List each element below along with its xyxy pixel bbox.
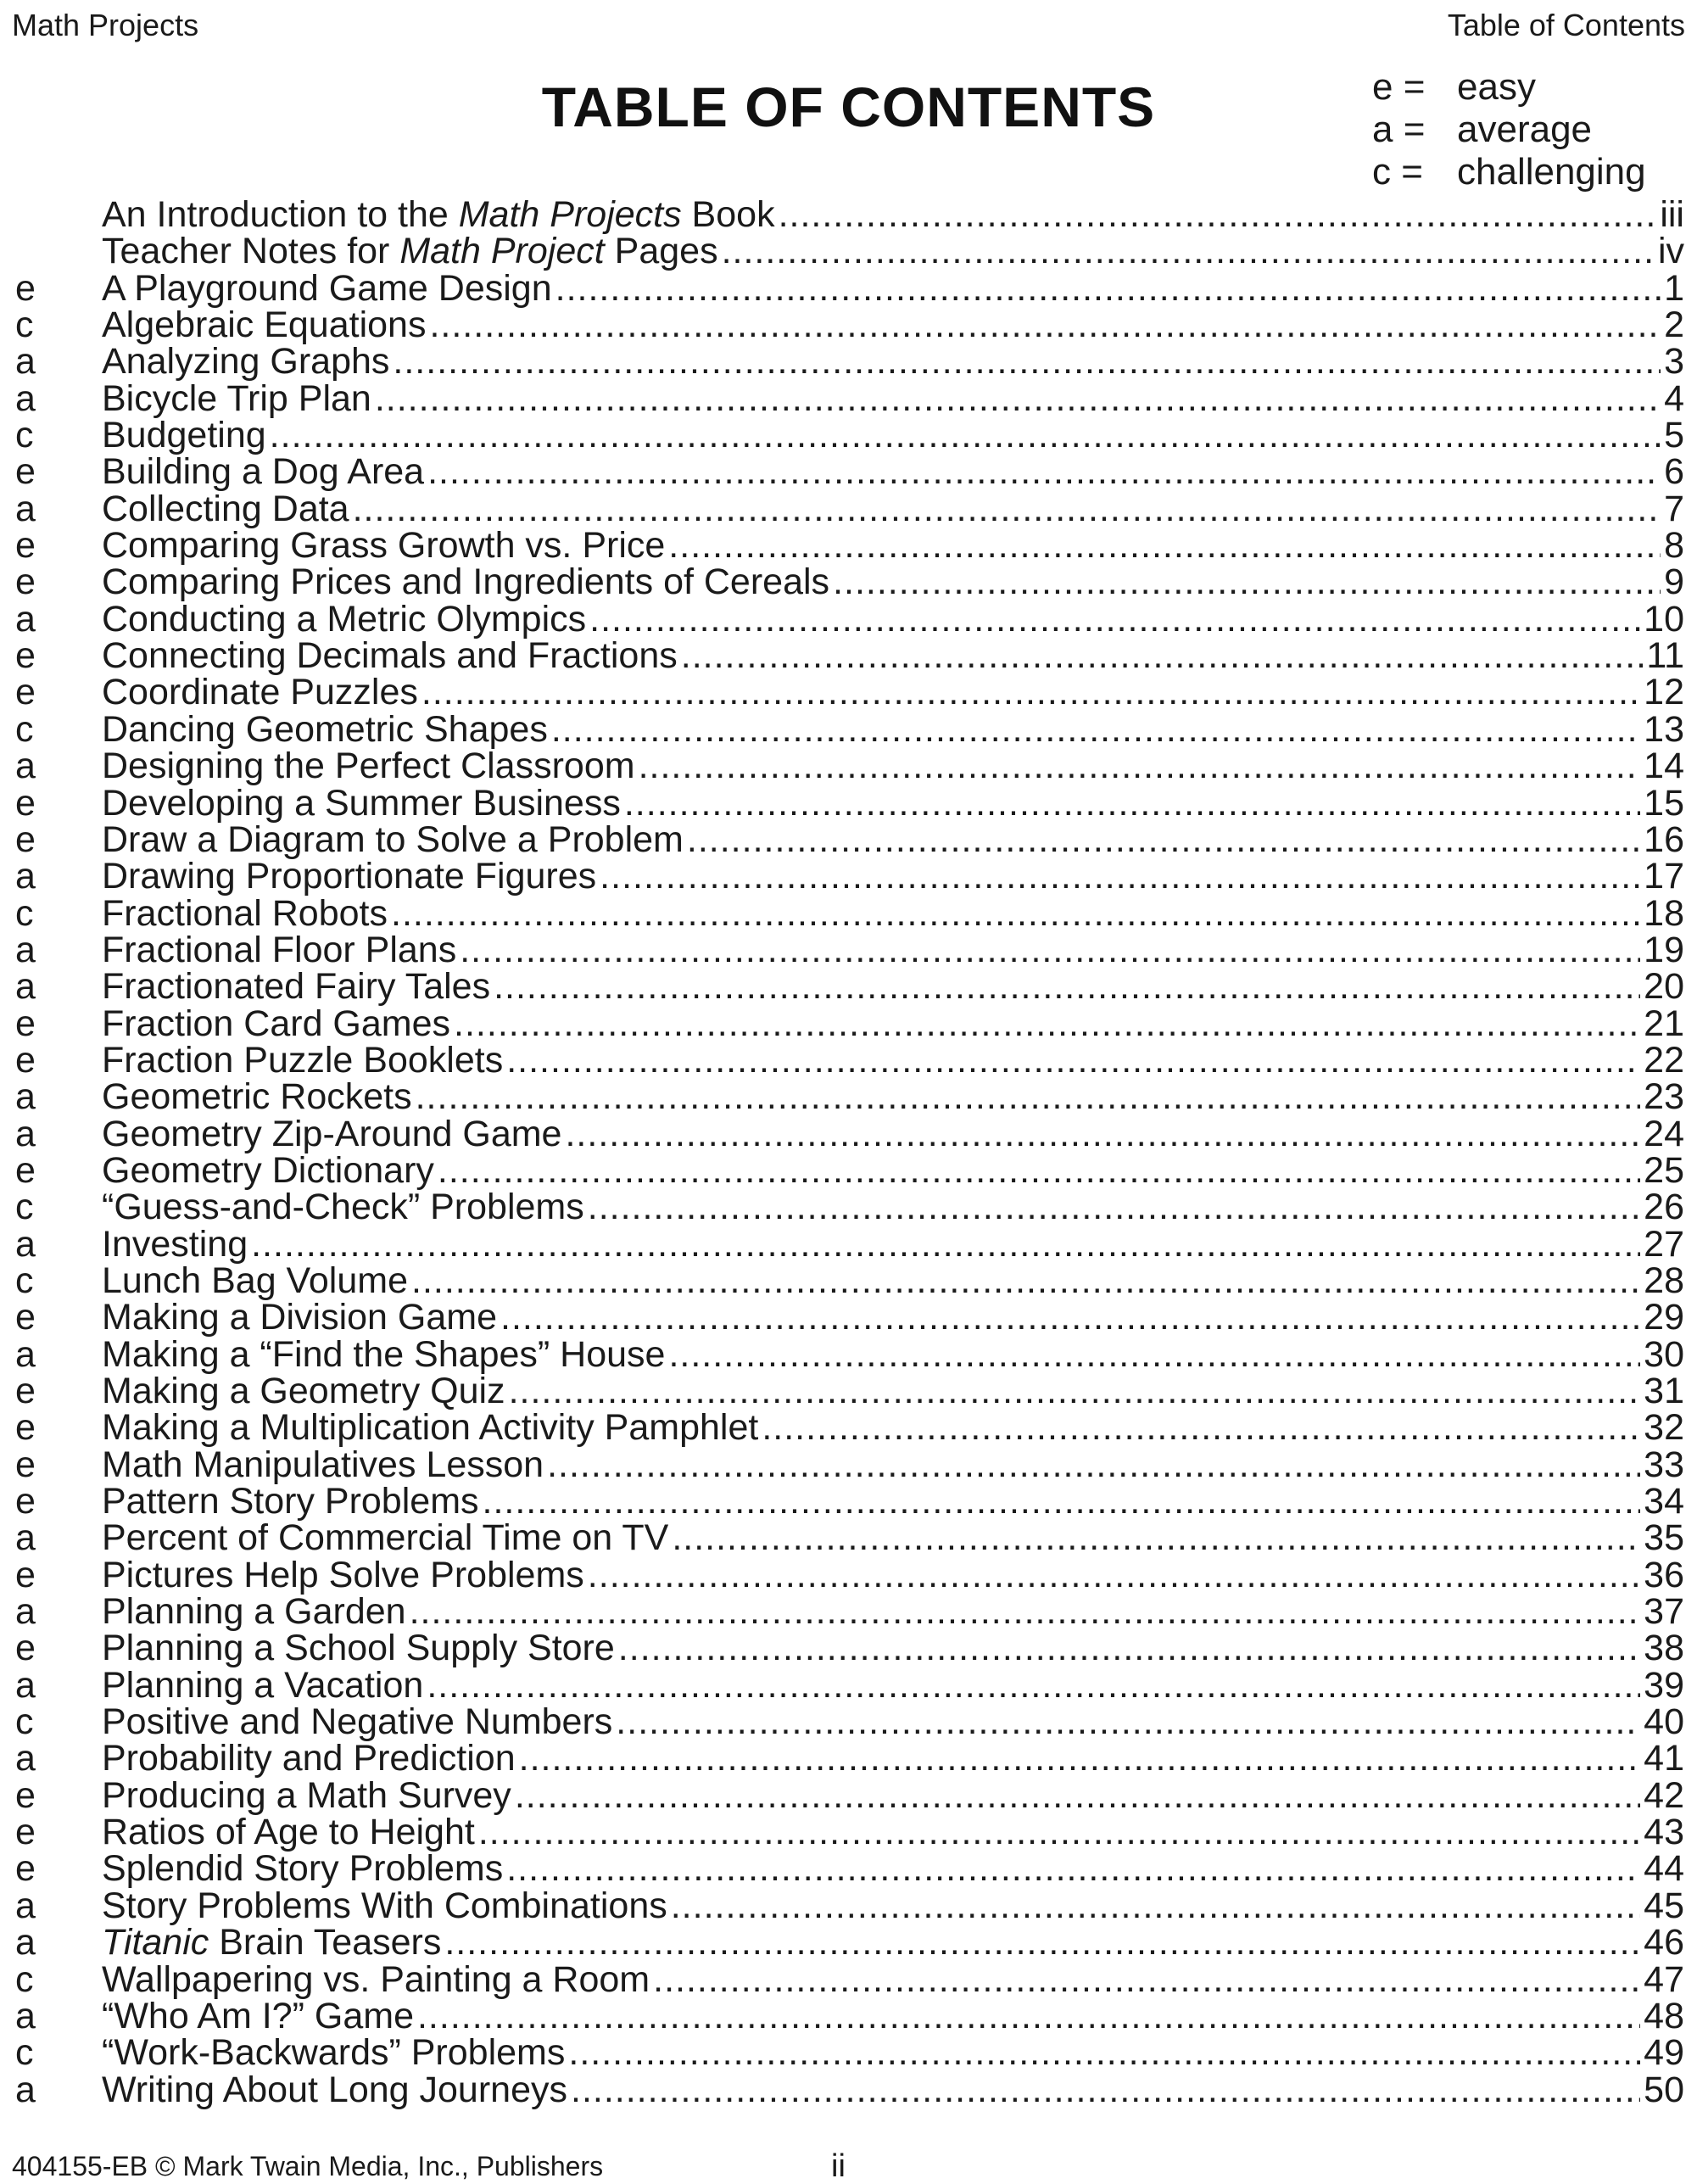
- toc-difficulty: a: [15, 966, 36, 1008]
- toc-entry: [12, 892, 1684, 934]
- toc-entry: [12, 1260, 1684, 1301]
- toc-page-number: 40: [1644, 1701, 1684, 1743]
- toc-entry: [12, 451, 1684, 493]
- dot-leader: [671, 1888, 1640, 1924]
- toc-difficulty: e: [15, 1407, 36, 1449]
- dot-leader: [568, 2035, 1640, 2071]
- toc-page-number: iv: [1657, 231, 1684, 272]
- dot-leader: [672, 1520, 1640, 1556]
- toc-page-number: 21: [1644, 1003, 1684, 1044]
- difficulty-legend: [1372, 66, 1646, 193]
- legend-label: challenging: [1457, 151, 1646, 193]
- toc-page-number: 41: [1644, 1738, 1684, 1779]
- toc-page-number: 30: [1644, 1333, 1684, 1375]
- dot-leader: [616, 1704, 1640, 1740]
- dot-leader: [762, 1410, 1640, 1446]
- toc-entry: [12, 1958, 1684, 2000]
- dot-leader: [411, 1263, 1640, 1299]
- toc-entry: [12, 1924, 1684, 1961]
- toc-difficulty: e: [15, 267, 36, 309]
- toc-difficulty: e: [15, 1628, 36, 1669]
- toc-entry: [12, 1299, 1684, 1336]
- toc-title: Geometric Rockets: [102, 1076, 412, 1118]
- toc-title: Fractionated Fairy Tales: [102, 966, 491, 1008]
- toc-page-number: 20: [1644, 966, 1684, 1008]
- toc-difficulty: a: [15, 1664, 36, 1706]
- toc-page-number: 38: [1644, 1628, 1684, 1669]
- toc-page-number: 14: [1644, 746, 1684, 787]
- dot-leader: [515, 1778, 1640, 1814]
- toc-page-number: 45: [1644, 1885, 1684, 1926]
- dot-leader: [494, 969, 1640, 1005]
- toc-page-number: 26: [1644, 1187, 1684, 1228]
- dot-leader: [270, 417, 1661, 454]
- toc-difficulty: a: [15, 929, 36, 970]
- toc-page-number: 48: [1644, 1995, 1684, 2036]
- toc-entry: [12, 929, 1684, 970]
- dot-leader: [509, 1373, 1641, 1410]
- toc-title: Teacher Notes for Math Project Pages: [102, 231, 718, 272]
- toc-title: Geometry Zip-Around Game: [102, 1113, 562, 1154]
- toc-entry: [12, 233, 1684, 270]
- toc-page-number: 31: [1644, 1371, 1684, 1411]
- toc-title: Geometry Dictionary: [102, 1149, 434, 1191]
- dot-leader: [519, 1740, 1641, 1777]
- toc-difficulty: e: [15, 1812, 36, 1853]
- toc-difficulty: e: [15, 1554, 36, 1595]
- toc-page-number: 42: [1644, 1774, 1684, 1816]
- dot-leader: [618, 1630, 1640, 1667]
- toc-entry: [12, 2069, 1684, 2110]
- toc-page-number: 22: [1644, 1039, 1684, 1081]
- toc-difficulty: a: [15, 1076, 36, 1118]
- dot-leader: [668, 528, 1661, 564]
- toc-page-number: 35: [1644, 1517, 1684, 1559]
- toc-title: Dancing Geometric Shapes: [102, 708, 548, 750]
- page-title: TABLE OF CONTENTS: [541, 75, 1156, 138]
- toc-entry: [12, 377, 1684, 419]
- toc-difficulty: e: [15, 818, 36, 860]
- toc-title: Making a Multiplication Activity Pamphlet: [102, 1407, 759, 1449]
- toc-title: Collecting Data: [102, 488, 349, 529]
- toc-difficulty: a: [15, 2069, 36, 2110]
- toc-difficulty: e: [15, 561, 36, 603]
- toc-entry: [12, 1189, 1684, 1226]
- dot-leader: [393, 344, 1661, 380]
- toc-title: Lunch Bag Volume: [102, 1260, 408, 1301]
- dot-leader: [551, 712, 1640, 748]
- toc-page-number: 11: [1646, 635, 1684, 677]
- toc-difficulty: a: [15, 377, 36, 419]
- toc-title: Ratios of Age to Height: [102, 1812, 475, 1853]
- dot-leader: [588, 1557, 1640, 1594]
- toc-title: Connecting Decimals and Fractions: [102, 635, 678, 677]
- toc-page-number: 29: [1644, 1297, 1684, 1338]
- legend-row: [1372, 66, 1646, 109]
- toc-entry: [12, 1774, 1684, 1816]
- toc-entry: [12, 1664, 1684, 1706]
- toc-page-number: 47: [1644, 1958, 1684, 2000]
- legend-key: e =: [1372, 66, 1426, 108]
- toc-title: Comparing Prices and Ingredients of Cereals: [102, 561, 830, 603]
- toc-difficulty: c: [15, 2032, 34, 2074]
- toc-page-number: 44: [1644, 1848, 1684, 1890]
- toc-page-number: 15: [1644, 782, 1684, 824]
- toc-entry: [12, 488, 1684, 529]
- footer-publisher: 404155-EB © Mark Twain Media, Inc., Publishers: [12, 2151, 604, 2181]
- toc-entry: [12, 1848, 1684, 1890]
- toc-page-number: iii: [1660, 194, 1684, 235]
- toc-page-number: 27: [1644, 1223, 1684, 1265]
- toc-title: Drawing Proportionate Figures: [102, 856, 597, 897]
- toc-title: Building a Dog Area: [102, 451, 425, 493]
- toc-page-number: 12: [1644, 672, 1684, 713]
- toc-entry: [12, 1333, 1684, 1375]
- dot-leader: [624, 785, 1640, 822]
- toc-difficulty: a: [15, 341, 36, 383]
- toc-entry: [12, 1701, 1684, 1743]
- toc-page-number: 8: [1664, 525, 1684, 567]
- dot-leader: [588, 1189, 1640, 1226]
- toc-page-number: 33: [1644, 1444, 1684, 1485]
- toc-entry: [12, 525, 1684, 567]
- toc-entry: [12, 1444, 1684, 1485]
- toc-entry: [12, 1149, 1684, 1191]
- toc-entry: [12, 304, 1684, 346]
- toc-page-number: 10: [1644, 598, 1684, 640]
- toc-difficulty: c: [15, 1187, 34, 1228]
- toc-title: A Playground Game Design: [102, 267, 552, 309]
- dot-leader: [416, 1079, 1641, 1115]
- toc-title: Making a “Find the Shapes” House: [102, 1333, 666, 1375]
- toc-title: An Introduction to the Math Projects Book: [102, 194, 775, 235]
- dot-leader: [506, 1851, 1640, 1887]
- toc-entry: [12, 748, 1684, 785]
- toc-entry: [12, 561, 1684, 603]
- toc-title: Planning a School Supply Store: [102, 1628, 615, 1669]
- toc-page-number: 43: [1644, 1812, 1684, 1853]
- toc-title: Pictures Help Solve Problems: [102, 1554, 584, 1595]
- toc-entry: [12, 818, 1684, 860]
- toc-page-number: 9: [1664, 561, 1684, 603]
- toc-title: Designing the Perfect Classroom: [102, 746, 635, 787]
- legend-key: a =: [1372, 109, 1426, 150]
- dot-leader: [639, 748, 1641, 785]
- toc-page-number: 1: [1664, 267, 1684, 309]
- toc-difficulty: a: [15, 488, 36, 529]
- toc-difficulty: e: [15, 1848, 36, 1890]
- dot-leader: [589, 601, 1640, 638]
- toc-title: Planning a Garden: [102, 1591, 406, 1633]
- toc-title: Developing a Summer Business: [102, 782, 621, 824]
- toc-difficulty: e: [15, 1774, 36, 1816]
- toc-entry: [12, 1113, 1684, 1154]
- toc-difficulty: e: [15, 1149, 36, 1191]
- dot-leader: [483, 1483, 1641, 1520]
- toc-entry: [12, 1483, 1684, 1520]
- toc-entry: [12, 1591, 1684, 1633]
- toc-page-number: 6: [1664, 451, 1684, 493]
- toc-title: Comparing Grass Growth vs. Price: [102, 525, 666, 567]
- toc-difficulty: c: [15, 892, 34, 934]
- toc-page-number: 32: [1644, 1407, 1684, 1449]
- toc-page-number: 37: [1644, 1591, 1684, 1633]
- toc-title: Planning a Vacation: [102, 1664, 424, 1706]
- toc-page-number: 16: [1644, 818, 1684, 860]
- toc-page-number: 23: [1644, 1076, 1684, 1118]
- dot-leader: [722, 233, 1655, 270]
- toc-title: Draw a Diagram to Solve a Problem: [102, 818, 684, 860]
- toc-entry: [12, 1517, 1684, 1559]
- dot-leader: [668, 1337, 1640, 1373]
- running-head-right: Table of Contents: [1447, 8, 1685, 42]
- toc-page-number: 18: [1644, 892, 1684, 934]
- toc-entry: [12, 782, 1684, 824]
- toc-difficulty: e: [15, 635, 36, 677]
- footer-page-number: ii: [831, 2148, 846, 2184]
- toc-difficulty: c: [15, 1701, 34, 1743]
- dot-leader: [555, 271, 1661, 307]
- toc-title: Pattern Story Problems: [102, 1481, 479, 1522]
- dot-leader: [391, 896, 1640, 932]
- dot-leader: [779, 197, 1657, 233]
- toc-title: Making a Division Game: [102, 1297, 498, 1338]
- toc-title: Probability and Prediction: [102, 1738, 516, 1779]
- dot-leader: [500, 1299, 1640, 1336]
- toc-title: Making a Geometry Quiz: [102, 1371, 505, 1411]
- dot-leader: [600, 858, 1640, 895]
- dot-leader: [353, 491, 1661, 528]
- toc-page-number: 24: [1644, 1113, 1684, 1154]
- toc-difficulty: c: [15, 415, 34, 456]
- toc-difficulty: e: [15, 1371, 36, 1411]
- toc-difficulty: a: [15, 1223, 36, 1265]
- toc-difficulty: e: [15, 1039, 36, 1081]
- toc-title: Analyzing Graphs: [102, 341, 390, 383]
- dot-leader: [833, 564, 1661, 600]
- toc-title: Conducting a Metric Olympics: [102, 598, 587, 640]
- toc-entry: [12, 194, 1684, 235]
- toc-difficulty: a: [15, 1922, 36, 1963]
- toc-title: Positive and Negative Numbers: [102, 1701, 613, 1743]
- toc-page-number: 17: [1644, 856, 1684, 897]
- dot-leader: [460, 932, 1640, 969]
- toc-list: [12, 194, 1684, 2110]
- toc-page-number: 3: [1664, 341, 1684, 383]
- toc-entry: [12, 1630, 1684, 1667]
- toc-title: Bicycle Trip Plan: [102, 377, 371, 419]
- toc-title: “Who Am I?” Game: [102, 1995, 414, 2036]
- toc-entry: [12, 341, 1684, 383]
- toc-entry: [12, 1373, 1684, 1410]
- toc-title: Investing: [102, 1223, 248, 1265]
- dot-leader: [547, 1447, 1640, 1483]
- toc-page-number: 13: [1644, 708, 1684, 750]
- toc-page-number: 46: [1644, 1922, 1684, 1963]
- toc-difficulty: e: [15, 451, 36, 493]
- toc-title: Fraction Puzzle Booklets: [102, 1039, 504, 1081]
- toc-difficulty: e: [15, 1003, 36, 1044]
- legend-row: [1372, 109, 1646, 151]
- legend-row: [1372, 151, 1646, 193]
- toc-difficulty: a: [15, 1995, 36, 2036]
- dot-leader: [410, 1594, 1641, 1630]
- toc-title: Math Manipulatives Lesson: [102, 1444, 544, 1485]
- dot-leader: [429, 307, 1661, 344]
- toc-difficulty: a: [15, 1113, 36, 1154]
- toc-difficulty: e: [15, 672, 36, 713]
- toc-entry: [12, 598, 1684, 640]
- toc-entry: [12, 417, 1684, 454]
- toc-difficulty: a: [15, 1738, 36, 1779]
- toc-title: “Guess-and-Check” Problems: [102, 1187, 584, 1228]
- toc-entry: [12, 966, 1684, 1008]
- toc-entry: [12, 674, 1684, 711]
- toc-difficulty: c: [15, 304, 34, 346]
- toc-difficulty: a: [15, 856, 36, 897]
- dot-leader: [251, 1226, 1640, 1263]
- toc-entry: [12, 1076, 1684, 1118]
- toc-difficulty: e: [15, 1444, 36, 1485]
- toc-entry: [12, 1223, 1684, 1265]
- toc-difficulty: a: [15, 1517, 36, 1559]
- toc-title: Coordinate Puzzles: [102, 672, 418, 713]
- toc-page-number: 4: [1664, 377, 1684, 419]
- toc-difficulty: e: [15, 1481, 36, 1522]
- toc-page-number: 39: [1644, 1664, 1684, 1706]
- dot-leader: [653, 1962, 1640, 1998]
- toc-entry: [12, 635, 1684, 677]
- toc-title: Writing About Long Journeys: [102, 2069, 567, 2110]
- toc-difficulty: a: [15, 1333, 36, 1375]
- toc-page-number: 34: [1644, 1481, 1684, 1522]
- legend-label: average: [1457, 109, 1593, 150]
- dot-leader: [417, 1998, 1640, 2035]
- toc-difficulty: c: [15, 708, 34, 750]
- toc-title: Fraction Card Games: [102, 1003, 451, 1044]
- toc-page-number: 7: [1664, 488, 1684, 529]
- toc-page-number: 5: [1664, 415, 1684, 456]
- legend-key: c =: [1372, 151, 1423, 193]
- toc-entry: [12, 1740, 1684, 1777]
- toc-entry: [12, 708, 1684, 750]
- dot-leader: [478, 1814, 1640, 1851]
- toc-entry: [12, 858, 1684, 895]
- dot-leader: [681, 638, 1644, 674]
- dot-leader: [506, 1042, 1640, 1079]
- toc-difficulty: e: [15, 525, 36, 567]
- toc-page-number: 25: [1644, 1149, 1684, 1191]
- toc-entry: [12, 1039, 1684, 1081]
- toc-entry: [12, 1407, 1684, 1449]
- toc-title: Splendid Story Problems: [102, 1848, 504, 1890]
- dot-leader: [454, 1006, 1640, 1042]
- toc-difficulty: a: [15, 598, 36, 640]
- dot-leader: [565, 1116, 1640, 1153]
- toc-title: Fractional Robots: [102, 892, 388, 934]
- toc-title: Wallpapering vs. Painting a Room: [102, 1958, 650, 2000]
- toc-entry: [12, 2032, 1684, 2074]
- dot-leader: [421, 674, 1640, 711]
- toc-title: Producing a Math Survey: [102, 1774, 511, 1816]
- toc-entry: [12, 1995, 1684, 2036]
- toc-difficulty: a: [15, 1591, 36, 1633]
- toc-difficulty: c: [15, 1958, 34, 2000]
- toc-difficulty: e: [15, 782, 36, 824]
- toc-page-number: 50: [1644, 2069, 1684, 2110]
- toc-difficulty: a: [15, 746, 36, 787]
- toc-title: Percent of Commercial Time on TV: [102, 1517, 669, 1559]
- toc-title: Story Problems With Combinations: [102, 1885, 667, 1926]
- toc-title: “Work-Backwards” Problems: [102, 2032, 566, 2074]
- legend-label: easy: [1457, 66, 1536, 108]
- toc-title: Budgeting: [102, 415, 266, 456]
- dot-leader: [427, 1667, 1640, 1704]
- dot-leader: [375, 381, 1661, 417]
- toc-entry: [12, 1885, 1684, 1926]
- toc-title: Titanic Brain Teasers: [102, 1922, 442, 1963]
- dot-leader: [444, 1924, 1640, 1961]
- toc-title: Algebraic Equations: [102, 304, 427, 346]
- toc-difficulty: c: [15, 1260, 34, 1301]
- dot-leader: [427, 454, 1661, 490]
- toc-entry: [12, 1003, 1684, 1044]
- toc-entry: [12, 267, 1684, 309]
- dot-leader: [571, 2072, 1640, 2109]
- toc-page-number: 36: [1644, 1554, 1684, 1595]
- toc-entry: [12, 1814, 1684, 1851]
- toc-page-number: 28: [1644, 1260, 1684, 1301]
- dot-leader: [687, 822, 1640, 858]
- dot-leader: [438, 1153, 1640, 1189]
- toc-page-number: 19: [1644, 929, 1684, 970]
- toc-page-number: 49: [1644, 2032, 1684, 2074]
- toc-entry: [12, 1554, 1684, 1595]
- running-head-left: Math Projects: [12, 8, 199, 42]
- toc-title: Fractional Floor Plans: [102, 929, 457, 970]
- toc-page-number: 2: [1664, 304, 1684, 346]
- toc-difficulty: a: [15, 1885, 36, 1926]
- toc-difficulty: e: [15, 1297, 36, 1338]
